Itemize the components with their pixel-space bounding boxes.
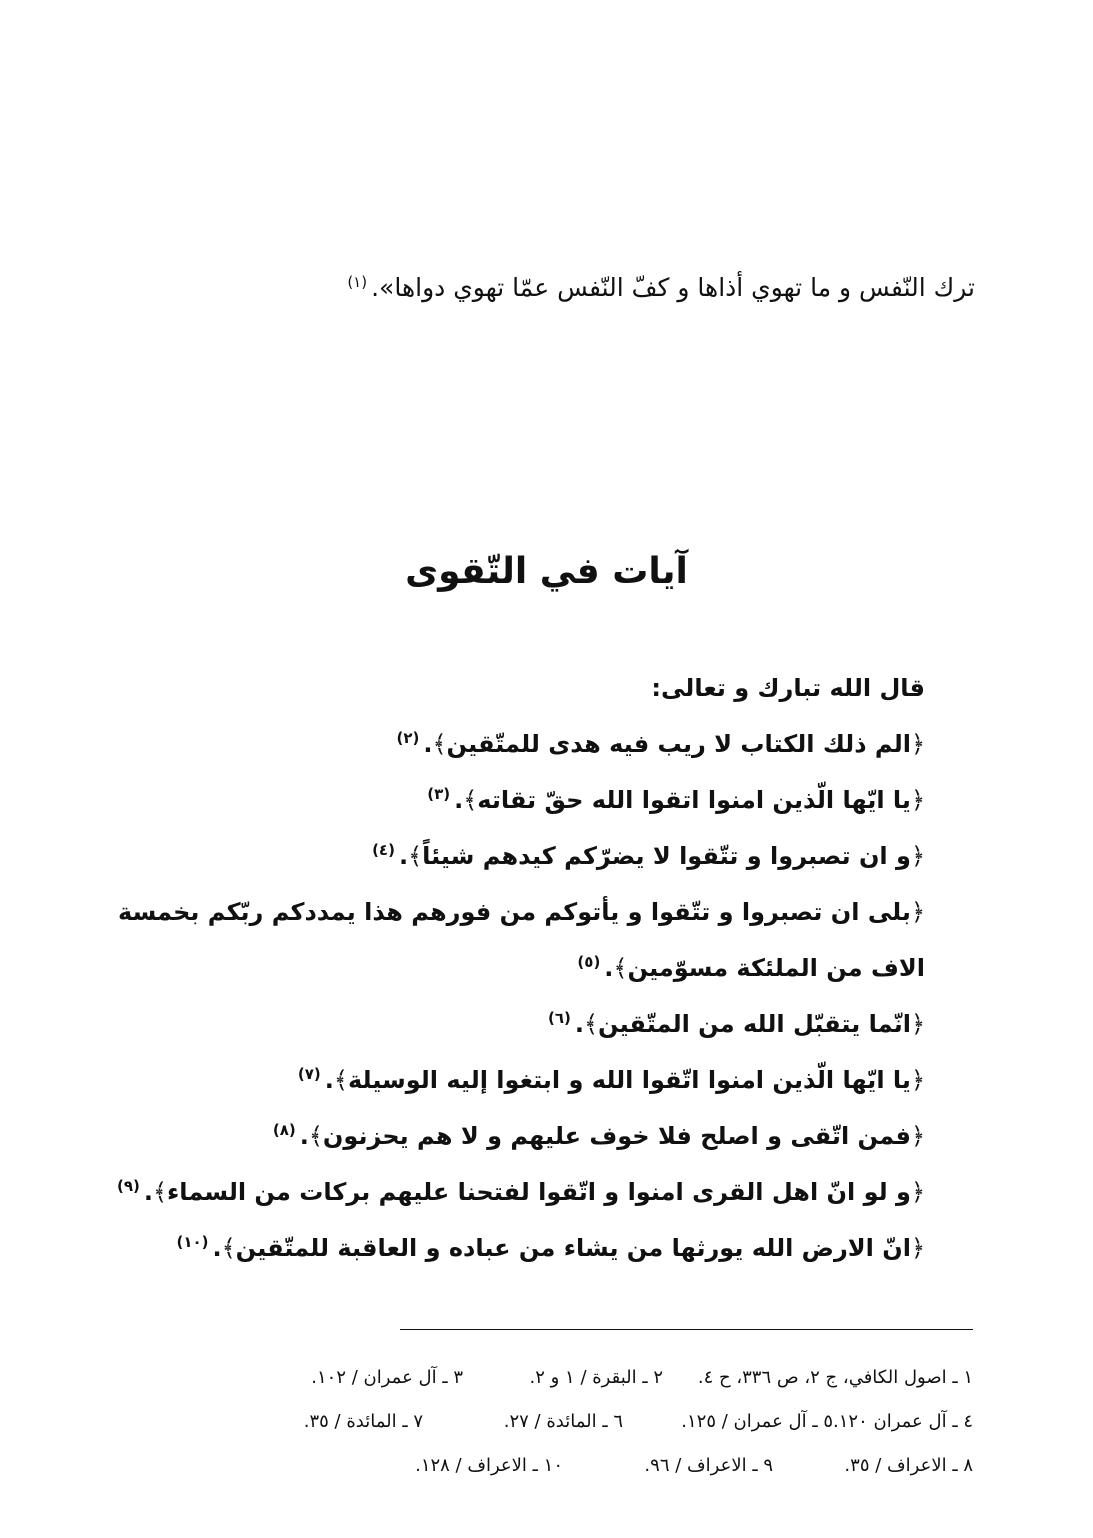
verse-end: .	[604, 954, 614, 982]
open-bracket: ﴿	[910, 898, 925, 926]
intro-line	[115, 268, 975, 308]
verse-ref: (٤)	[372, 841, 395, 859]
close-bracket: ﴾	[463, 786, 478, 814]
close-bracket: ﴾	[221, 1234, 236, 1262]
close-bracket: ﴾	[152, 1178, 168, 1206]
intro-text: ترك النّفس و ما تهوي أذاها و كفّ النّفس عمّا تهوي دواها».	[371, 273, 975, 302]
verse-ref: (١٠)	[176, 1233, 209, 1251]
verses-intro	[105, 660, 925, 716]
verse-line	[105, 1164, 925, 1220]
verse-line	[69, 884, 925, 996]
footnote: ٣ ـ آل عمران / ١٠٢.	[311, 1367, 463, 1388]
footnote: ٨ ـ الاعراف / ٣٥.	[844, 1455, 973, 1476]
verse-line	[105, 772, 925, 828]
verse-text: انّ الارض الله يورثها من يشاء من عباده و العاقبة للمتّقين	[235, 1234, 911, 1262]
footnote: ٥ ـ آل عمران / ١٢٥.	[681, 1411, 833, 1432]
close-bracket: ﴾	[408, 842, 423, 870]
verse-ref: (٦)	[547, 1009, 571, 1027]
verses-block	[105, 660, 925, 1276]
open-bracket: ﴿	[910, 1010, 925, 1038]
verse-end: .	[143, 1178, 153, 1206]
open-bracket: ﴿	[910, 842, 925, 870]
close-bracket: ﴾	[432, 730, 447, 758]
footnote-row	[113, 1444, 973, 1488]
verse-text: يا ايّها الّذين امنوا اتقوا الله حقّ تقاته	[477, 786, 911, 814]
verse-line	[105, 1108, 925, 1164]
verse-ref: (٣)	[427, 785, 451, 803]
verse-line	[105, 1052, 925, 1108]
close-bracket: ﴾	[308, 1122, 323, 1150]
verse-text: الم ذلك الكتاب لا ريب فيه هدى للمتّقين	[446, 730, 911, 758]
section-title: آيات في التّقوى	[405, 551, 688, 592]
open-bracket: ﴿	[910, 786, 925, 814]
footnote: ٦ ـ المائدة / ٢٧.	[503, 1411, 623, 1432]
verse-ref: (٩)	[116, 1177, 140, 1195]
verse-end: .	[212, 1234, 222, 1262]
verse-line	[105, 996, 925, 1052]
footnote: ١ ـ اصول الكافي، ج ٢، ص ٣٣٦، ح ٤.	[697, 1367, 973, 1388]
footnote: ١٠ ـ الاعراف / ١٢٨.	[415, 1455, 563, 1476]
verses-intro-text: قال الله تبارك و تعالى:	[651, 674, 925, 702]
verse-line	[105, 716, 925, 772]
verse-text: فمن اتّقى و اصلح فلا خوف عليهم و لا هم يحزنون	[322, 1122, 911, 1150]
verse-text: و لو انّ اهل القرى امنوا و اتّقوا لفتحنا عليهم بركات من السماء	[167, 1178, 911, 1206]
verse-text: انّما يتقبّل الله من المتّقين	[598, 1010, 911, 1038]
verse-line	[105, 1220, 925, 1276]
verse-end: .	[324, 1066, 334, 1094]
verse-text: و ان تصبروا و تتّقوا لا يضرّكم كيدهم شيئاً	[422, 842, 911, 870]
footnote: ٢ ـ البقرة / ١ و ٢.	[529, 1367, 663, 1388]
open-bracket: ﴿	[910, 1066, 925, 1094]
footnote: ٤ ـ آل عمران ١٢٠.	[833, 1411, 973, 1432]
verse-text: بلى ان تصبروا و تتّقوا و يأتوكم من فورهم هذا يمددكم ربّكم بخمسة الاف من الملئكة مسوّمين	[118, 898, 925, 982]
footnote-divider	[400, 1329, 973, 1330]
verse-ref: (٢)	[396, 729, 420, 747]
verse-end: .	[398, 842, 409, 870]
verse-text: يا ايّها الّذين امنوا اتّقوا الله و ابتغوا إليه الوسيلة	[347, 1066, 911, 1094]
close-bracket: ﴾	[333, 1066, 348, 1094]
open-bracket: ﴿	[910, 1122, 925, 1150]
footnote: ٧ ـ المائدة / ٣٥.	[303, 1411, 423, 1432]
footnote-row	[113, 1356, 973, 1400]
verse-ref: (٨)	[272, 1121, 296, 1139]
verse-ref: (٥)	[577, 953, 601, 971]
open-bracket: ﴿	[910, 1178, 925, 1206]
close-bracket: ﴾	[613, 954, 628, 982]
verse-end: .	[423, 730, 433, 758]
open-bracket: ﴿	[910, 1234, 925, 1262]
footnote-row	[113, 1400, 973, 1444]
footnotes	[113, 1356, 973, 1488]
close-bracket: ﴾	[583, 1010, 599, 1038]
open-bracket: ﴿	[910, 730, 925, 758]
footnote: ٩ ـ الاعراف / ٩٦.	[644, 1455, 773, 1476]
verse-end: .	[574, 1010, 584, 1038]
intro-ref: (١)	[347, 272, 368, 291]
verse-ref: (٧)	[297, 1065, 321, 1083]
verse-line	[105, 828, 925, 884]
verse-end: .	[299, 1122, 309, 1150]
verse-end: .	[454, 786, 464, 814]
